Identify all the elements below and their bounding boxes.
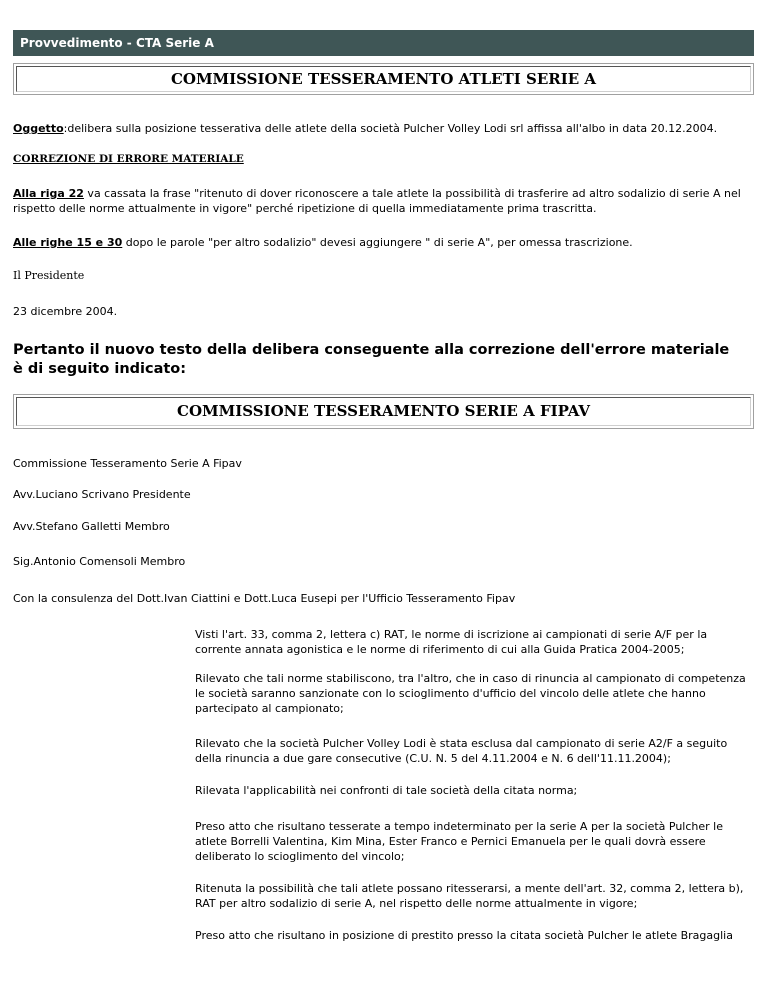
presidente-line: Il Presidente xyxy=(13,269,85,282)
righe1530-label: Alle righe 15 e 30 xyxy=(13,236,123,249)
delibera-paragraph: Ritenuta la possibilità che tali atlete possano ritesserarsi, a mente dell'art. 32, comma 2, lettera b), RAT per altro sodalizio di serie A, nel rispetto delle norme attualmente in vigore; xyxy=(195,882,744,910)
consulenza-line: Con la consulenza del Dott.Ivan Ciattini e Dott.Luca Eusepi per l'Ufficio Tesseramento Fipav xyxy=(13,592,516,605)
righe1530-paragraph xyxy=(13,235,758,250)
correzione-title: CORREZIONE DI ERRORE MATERIALE xyxy=(13,153,244,165)
title-box-2 xyxy=(13,394,754,429)
date-line: 23 dicembre 2004. xyxy=(13,305,118,318)
header-bar xyxy=(13,30,754,56)
header-title: Provvedimento - CTA Serie A xyxy=(20,36,214,50)
title-box-1-text: COMMISSIONE TESSERAMENTO ATLETI SERIE A xyxy=(16,66,751,92)
riga22-text: va cassata la frase "ritenuto di dover riconoscere a tale atlete la possibilità di trasferire ad altro sodalizio di serie A nel rispetto delle norme attualmente in vigore" perché ripetizione di quella immediatamente prima trascritta. xyxy=(13,187,741,215)
member-line: Avv.Stefano Galletti Membro xyxy=(13,520,170,533)
delibera-paragraph: Preso atto che risultano tesserate a tempo indeterminato per la serie A per la società Pulcher le atlete Borrelli Valentina, Kim Mina, Ester Franco e Pernici Emanuela per le quali dovrà essere deliberato lo scioglimento del vincolo; xyxy=(195,820,723,863)
title-box-2-text: COMMISSIONE TESSERAMENTO SERIE A FIPAV xyxy=(16,397,751,426)
delibera-paragraph: Rilevato che la società Pulcher Volley Lodi è stata esclusa dal campionato di serie A2/F a seguito della rinuncia a due gare consecutive (C.U. N. 5 del 4.11.2004 e N. 6 dell'11.11.2004); xyxy=(195,737,728,765)
member-line: Avv.Luciano Scrivano Presidente xyxy=(13,488,191,501)
righe1530-text: dopo le parole "per altro sodalizio" devesi aggiungere " di serie A", per omessa trascrizione. xyxy=(122,236,633,249)
delibera-paragraph: Rilevata l'applicabilità nei confronti di tale società della citata norma; xyxy=(195,784,578,797)
riga22-label: Alla riga 22 xyxy=(13,187,84,200)
oggetto-label: Oggetto xyxy=(13,122,64,135)
oggetto-line xyxy=(13,121,758,136)
pertanto-heading: Pertanto il nuovo testo della delibera conseguente alla correzione dell'errore materiale è di seguito indicato: xyxy=(13,342,730,377)
delibera-paragraph: Rilevato che tali norme stabiliscono, tra l'altro, che in caso di rinuncia al campionato di competenza le società saranno sanzionate con lo scioglimento d'ufficio del vincolo delle atlete che hanno partecipato al campionato; xyxy=(195,672,746,715)
member-line: Commissione Tesseramento Serie A Fipav xyxy=(13,457,242,470)
delibera-paragraph: Visti l'art. 33, comma 2, lettera c) RAT, le norme di iscrizione ai campionati di serie A/F per la corrente annata agonistica e le norme di riferimento di cui alla Guida Pratica 2004-2005; xyxy=(195,628,708,656)
delibera-paragraph: Preso atto che risultano in posizione di prestito presso la citata società Pulcher le atlete Bragaglia xyxy=(195,929,733,942)
oggetto-text: :delibera sulla posizione tesserativa delle atlete della società Pulcher Volley Lodi srl affissa all'albo in data 20.12.2004. xyxy=(63,122,718,135)
member-line: Sig.Antonio Comensoli Membro xyxy=(13,555,186,568)
riga22-paragraph xyxy=(13,186,758,216)
title-box-1 xyxy=(13,63,754,95)
